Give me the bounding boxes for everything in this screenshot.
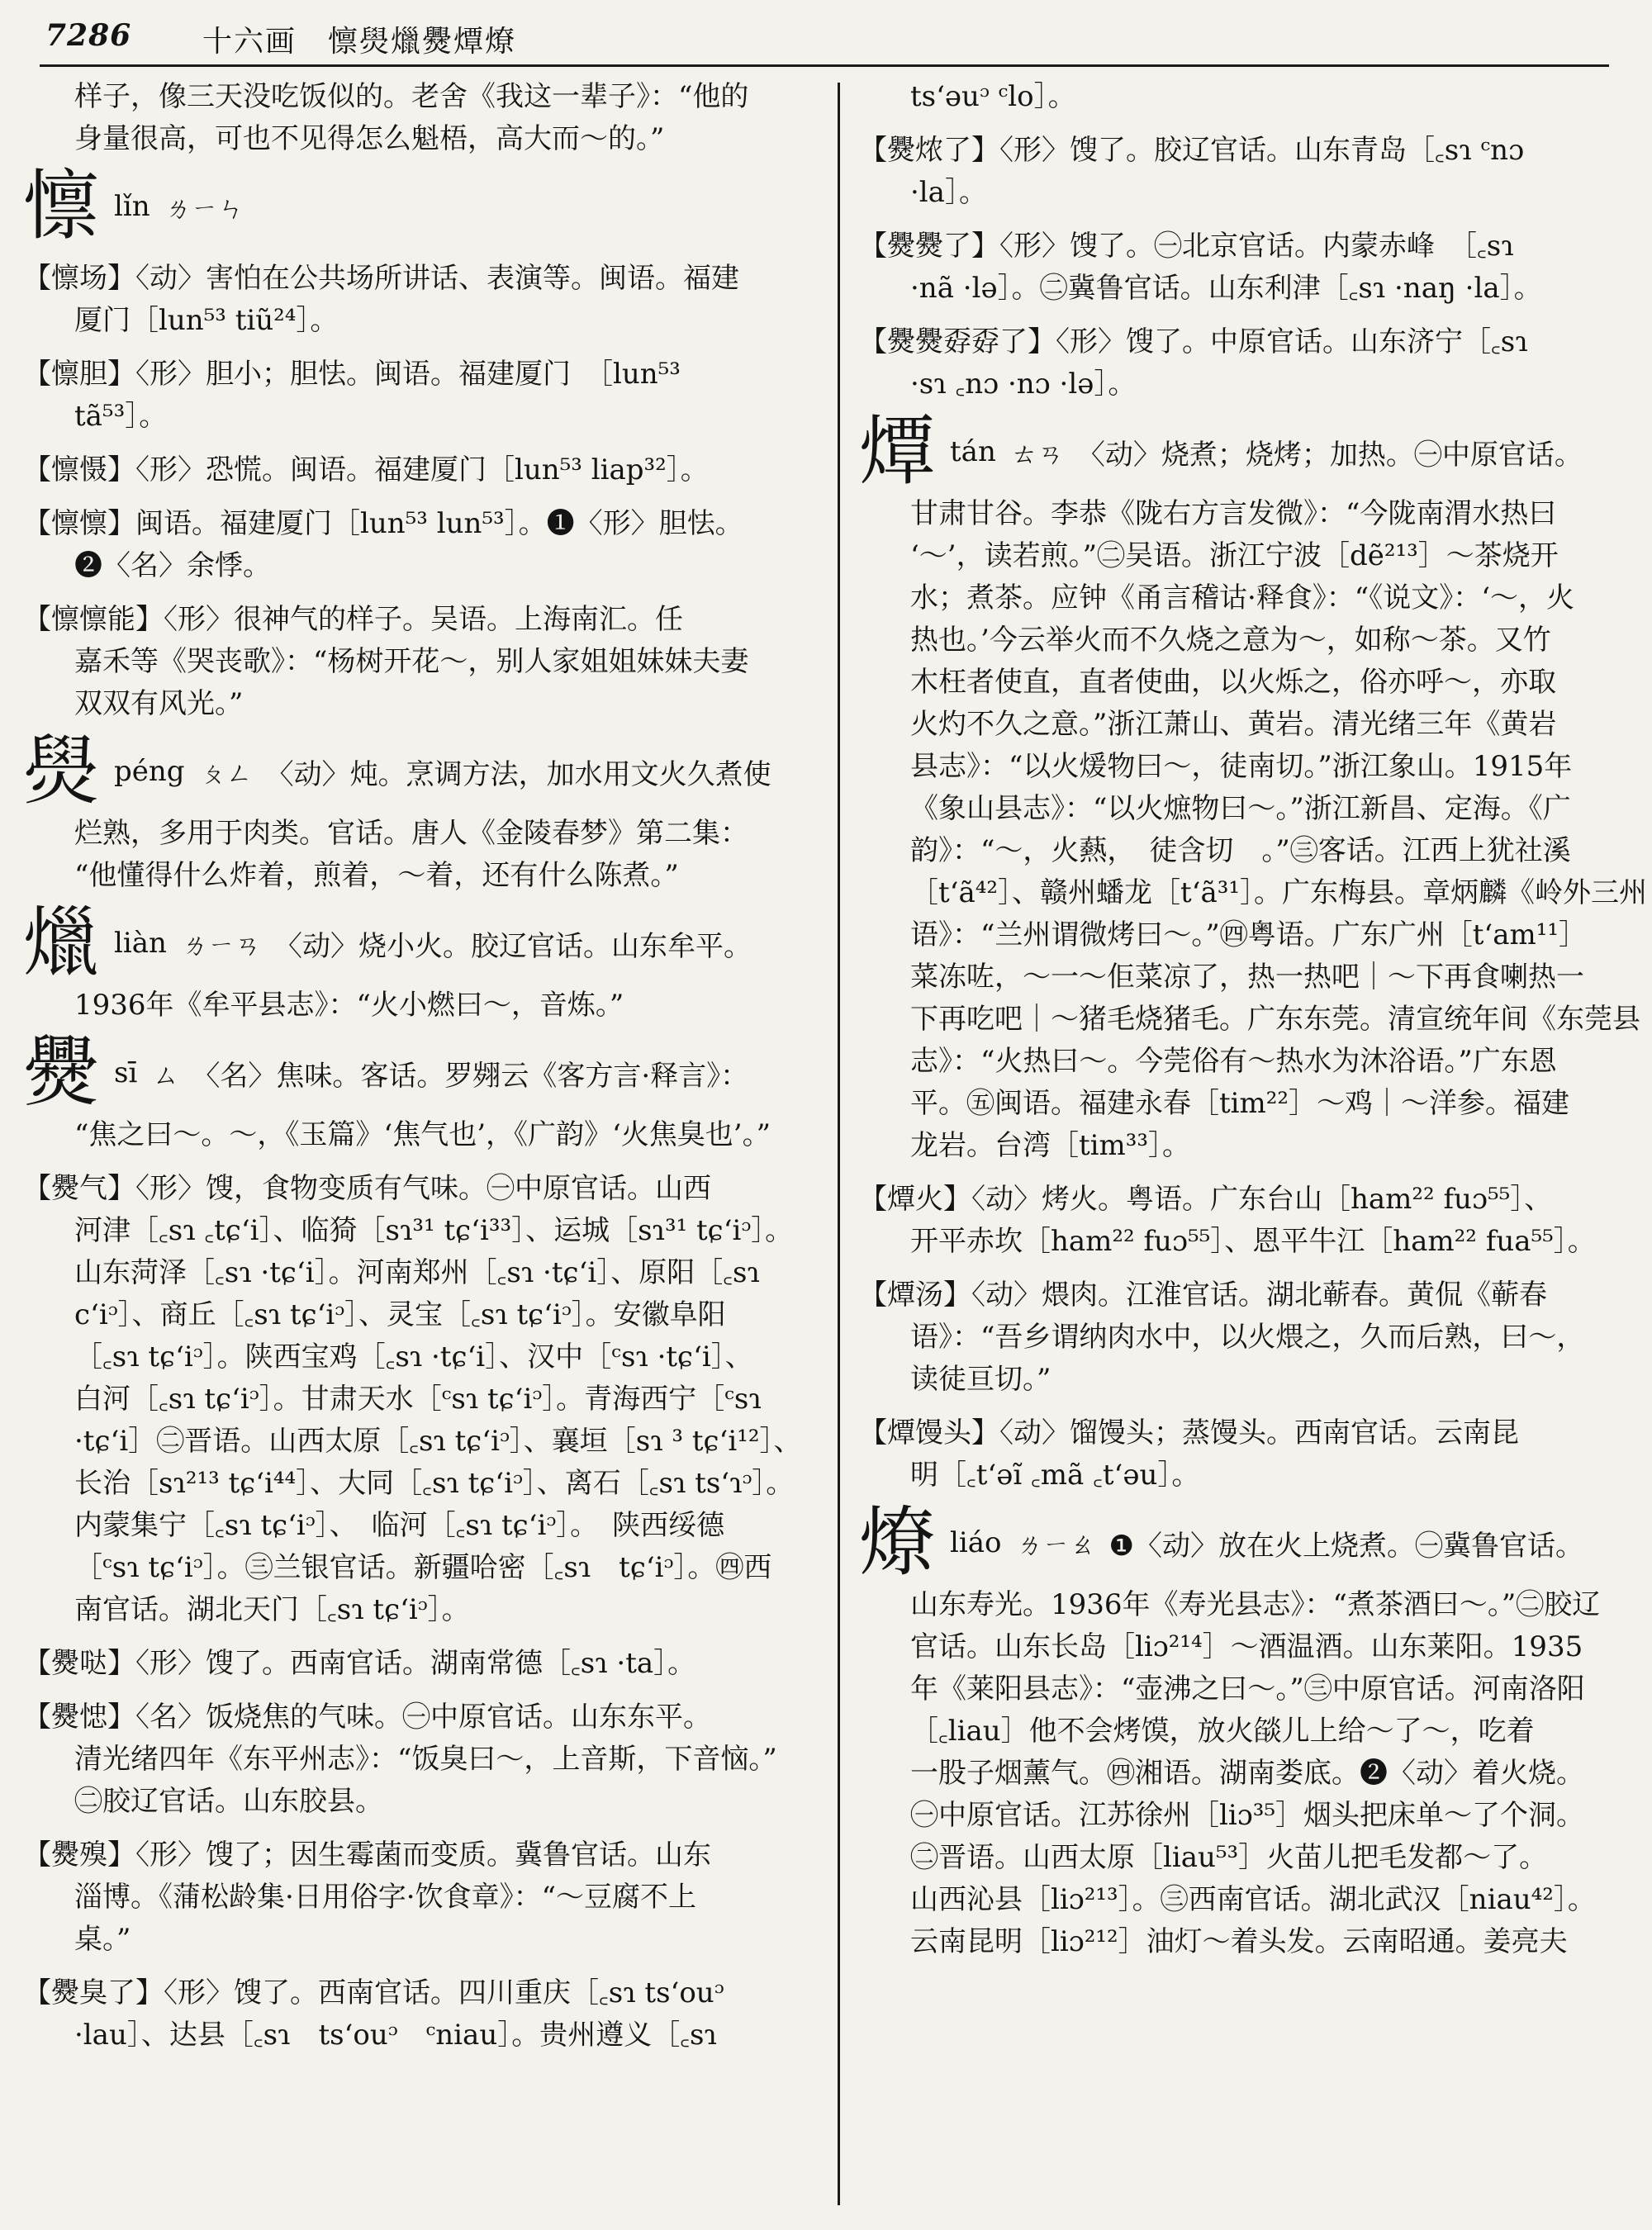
headword-char: 懔 [23,162,100,250]
entry-line: ·tɕʻi］㊁晋语。山西太原［꜀sɿ tɕʻiᵓ］、襄垣［sɿ ³ tɕʻi¹²］、 [74,1425,802,1458]
entry-line: 【㸑㥙】〈名〉饭烧焦的气味。㊀中原官话。山东东平。 [23,1701,711,1734]
entry-line: 【㸑哒】〈形〉馊了。西南官话。湖南常德［꜀sɿ ·ta］。 [23,1647,696,1680]
headword-liao [859,1498,1631,1587]
entry [23,1168,812,1631]
entry-line: cʻiᵓ］、商丘［꜀sɿ tɕʻiᵓ］、灵宝［꜀sɿ tɕʻiᵓ］。安徽阜阳 [74,1298,726,1331]
entry-line: 桌。” [74,1923,131,1956]
text-line: 县志》：“以火煖物曰～，徒南切。”浙江象山。1915年 [910,750,1573,783]
text-line: ㊁晋语。山西太原［liau⁵³］火苗儿把毛发都～了。 [910,1841,1548,1874]
entry-line: 白河［꜀sɿ tɕʻiᵓ］。甘肃天水［ᶜsɿ tɕʻiᵓ］。青海西宁［ᶜsɿ [74,1383,762,1416]
entry [23,503,812,587]
text-line: ［꜀liau］他不会烤馍，放火燄儿上给～了～，吃着 [910,1715,1535,1748]
headword-zhuyin: ㄌㄧㄣ [164,192,244,224]
entry-line: ·lau］、达县［꜀sɿ tsʻouᵓ ᶜniau］。贵州遵义［꜀sɿ [74,2019,717,2052]
entry [859,225,1631,310]
entry-line: 【懔懔】闽语。福建厦门［lun⁵³ lun⁵³］。❶〈形〉胆怯。 [23,507,743,540]
headword-definition: ❶〈动〉放在火上烧煮。㊀冀鲁官话。 [1108,1529,1584,1563]
column-divider [838,83,840,2205]
text-line: 龙岩。台湾［tim³³］。 [910,1129,1191,1162]
entry-line: 淄博。《蒲松龄集·日用俗字·饮食章》：“～豆腐不上 [74,1881,696,1914]
text-line: 山东寿光。1936年《寿光县志》：“煮茶酒曰～。”㊁胶辽 [910,1588,1601,1621]
headword-definition: 〈名〉焦味。客话。罗翙云《客方言·释言》： [192,1059,749,1093]
text-line: 下再吃吧｜～猪毛烧猪毛。广东东莞。清宣统年间《东莞县 [910,1003,1640,1036]
entry-line: 【燂汤】〈动〉煨肉。江淮官话。湖北蕲春。黄侃《蕲春 [859,1279,1547,1312]
text-line: tsʻəuᵓ ᶜlo］。 [910,80,1076,113]
entry [859,321,1631,406]
headword-pinyin: liáo [950,1526,1002,1559]
headword-definition: 〈动〉烧煮；烧烤；加热。㊀中原官话。 [1076,438,1583,472]
entry-line: 【㸑㸑孬孬了】〈形〉馊了。中原官话。山东济宁［꜀sɿ [859,325,1528,358]
text-line: 菜冻咗，～一～佢菜凉了，热一热吧｜～下再食喇热一 [910,961,1584,994]
entry [23,1696,812,1823]
entry-line: ㊁胶辽官话。山东胶县。 [74,1785,383,1818]
entry-line: 长治［sɿ²¹³ tɕʻi⁴⁴］、大同［꜀sɿ tɕʻiᵓ］、离石［꜀sɿ tsʻɿᵓ］。 [74,1467,795,1500]
text-line: 样子，像三天没吃饭似的。老舍《我这一辈子》：“他的 [74,80,749,113]
entry-line: 【㸑臭了】〈形〉馊了。西南官话。四川重庆［꜀sɿ tsʻouᵓ [23,1976,724,2009]
text-line: 水；煮茶。应钟《甬言稽诂·释食》：“《说文》：‘～，火 [910,581,1574,614]
text-line: 韵》：“～，火爇， 徒含切 。”㊂客话。江西上犹社溪 [910,834,1571,867]
entry-line: 【懔胆】〈形〉胆小；胆怯。闽语。福建厦门 ［lun⁵³ [23,358,681,391]
text-line: 平。㊄闽语。福建永春［tim²²］～鸡｜～洋参。福建 [910,1087,1570,1120]
entry-line: 明［꜀tʻəĩ ꜀mã ꜀tʻəu］。 [910,1459,1200,1492]
text-line: 一股子烟薰气。㊃湘语。湖南娄底。❷〈动〉着火烧。 [910,1757,1584,1790]
page-number: 7286 [45,18,132,53]
text-line: ㊀中原官话。江苏徐州［liɔ³⁵］烟头把床单～了个洞。 [910,1799,1585,1832]
headword-pinyin: liàn [114,927,167,960]
headword-char: 燢 [23,727,100,815]
entry-line: tã⁵³］。 [74,400,168,433]
headword-pinyin: sī [114,1056,138,1089]
text-line: 火灼不久之意。”浙江萧山、黄岩。清光绪三年《黄岩 [910,708,1557,741]
entry-line: ·la］。 [910,176,987,209]
left-column [23,76,812,2057]
entry-line: 【㸑殠】〈形〉馊了；因生霉菌而变质。冀鲁官话。山东 [23,1839,711,1872]
entry-line: 开平赤坎［ham²² fuɔ⁵⁵］、恩平牛江［ham²² fua⁵⁵］。 [910,1225,1596,1258]
entry-line: ❷〈名〉余悸。 [74,549,271,582]
entry-line: 山东菏泽［꜀sɿ ·tɕʻi］。河南郑州［꜀sɿ ·tɕʻi］、原阳［꜀sɿ [74,1256,760,1289]
text-line: 官话。山东长岛［liɔ²¹⁴］～酒温酒。山东莱阳。1935 [910,1630,1583,1663]
entry-line: 读徒亘切。” [910,1363,1051,1396]
entry-line: 双双有风光。” [74,687,244,720]
text-line: 身量很高，可也不见得怎么魁梧，高大而～的。” [74,122,665,155]
text-line: 热也。’今云举火而不久烧之意为～，如称～茶。又竹 [910,624,1551,657]
text-line: 云南昆明［liɔ²¹²］油灯～着头发。云南昭通。姜亮夫 [910,1925,1568,1958]
entry-line: 【懔懔能】〈形〉很神气的样子。吴语。上海南汇。任 [23,603,683,636]
page-header [45,18,1607,69]
headword-si [23,1028,812,1117]
text-line: 山西沁县［liɔ²¹³］。㊂西南官话。湖北武汉［niau⁴²］。 [910,1883,1596,1916]
text-line: “他懂得什么炸着，煎着，～着，还有什么陈煮。” [74,859,679,892]
headword-lian [23,899,812,987]
entry [859,1412,1631,1497]
entry-line: 语》：“吾乡谓纳肉水中，以火煨之，久而后熟，曰～， [910,1321,1585,1354]
running-title: 十六画 懔燢爉㸑燂燎 [202,25,517,59]
entry-line: 【㸑气】〈形〉馊，食物变质有气味。㊀中原官话。山西 [23,1172,711,1205]
entry [23,599,812,725]
text-line: 甘肃甘谷。李恭《陇右方言发微》：“今陇南渭水热曰 [910,497,1557,530]
text-line: 语》：“兰州谓微烤曰～。”㊃粤语。广东广州［tʻam¹¹］ [910,918,1588,951]
entry-line: 【懔场】〈动〉害怕在公共场所讲话、表演等。闽语。福建 [23,262,739,295]
text-line: 1936年《牟平县志》：“火小燃曰～，音炼。” [74,989,624,1022]
header-rule [40,64,1609,67]
entry-line: 【燂馒头】〈动〉馏馒头；蒸馒头。西南官话。云南昆 [859,1416,1519,1450]
entry [859,1274,1631,1401]
entry-line: 【燂火】〈动〉烤火。粤语。广东台山［ham²² fuɔ⁵⁵］、 [859,1183,1553,1216]
entry [859,130,1631,214]
entry [23,1834,812,1961]
text-line: 年《莱阳县志》：“壶沸之曰～。”㊂中原官话。河南洛阳 [910,1672,1585,1706]
entry-line: 【懔慑】〈形〉恐慌。闽语。福建厦门［lun⁵³ liap³²］。 [23,453,709,486]
right-column [859,76,1648,1963]
entry-line: 河津［꜀sɿ ꜀tɕʻi］、临猗［sɿ³¹ tɕʻi³³］、运城［sɿ³¹ tɕʻiᵓ］。 [74,1214,794,1247]
entry-line: ·sɿ ꜀nɔ ·nɔ ·lə］。 [910,368,1137,401]
headword-zhuyin: ㄙ [152,1059,179,1090]
headword-zhuyin: ㄌㄧㄠ [1016,1529,1096,1560]
entry-line: 内蒙集宁［꜀sɿ tɕʻiᵓ］、 临河［꜀sɿ tɕʻiᵓ］。 陕西绥德 [74,1509,725,1542]
headword-pinyin: lǐn [114,190,150,223]
headword-definition: 〈动〉炖。烹调方法，加水用文火久煮使 [265,757,771,791]
text-line: “焦之曰～。～，《玉篇》‘焦气也’，《广韵》‘火焦臭也’。” [74,1118,771,1151]
headword-char: 燎 [859,1498,936,1587]
entry-line: ·nã ·lə］。㊁冀鲁官话。山东利津［꜀sɿ ·naŋ ·la］。 [910,272,1542,305]
headword-char: 爉 [23,899,100,987]
headword-peng [23,727,812,815]
headword-zhuyin: ㄌㄧㄢ [181,929,261,961]
headword-lin [23,162,812,250]
entry-line: 嘉禾等《哭丧歌》：“杨树开花～，别人家姐姐妹妹夫妻 [74,645,749,678]
entry [23,1972,812,2057]
entry [23,449,812,491]
text-line: ‘～’，读若煎。”㊁吴语。浙江宁波［dẽ²¹³］～茶烧开 [910,539,1559,572]
headword-definition: 〈动〉烧小火。胶辽官话。山东牟平。 [273,929,752,963]
entry [23,353,812,438]
entry-line: ［ᶜsɿ tɕʻiᵓ］。㊂兰银官话。新疆哈密［꜀sɿ tɕʻiᵓ］。㊃西 [74,1551,772,1584]
continued-text [23,76,812,160]
headword-pinyin: tán [950,435,996,468]
text-line: 烂熟，多用于肉类。官话。唐人《金陵春梦》第二集： [74,817,748,850]
text-line: 《象山县志》：“以火熫物曰～。”浙江新昌、定海。《广 [910,792,1571,825]
entry [23,258,812,342]
text-line: ［tʻã⁴²］、赣州蟠龙［tʻã³¹］。广东梅县。章炳麟《岭外三州 [910,876,1648,909]
headword-pinyin: péng [114,755,185,788]
text-line: 木枉者使直，直者使曲，以火烁之，俗亦呼～，亦取 [910,666,1556,699]
headword-char: 㸑 [23,1028,100,1117]
entry-line: 清光绪四年《东平州志》：“饭臭曰～，上音斯，下音恼。” [74,1743,777,1776]
entry [859,1179,1631,1263]
headword-tan [859,407,1631,496]
entry-line: 厦门［lun⁵³ tiũ²⁴］。 [74,304,339,337]
entry-line: 【㸑㶶了】〈形〉馊了。胶辽官话。山东青岛［꜀sɿ ᶜnɔ [859,134,1525,167]
entry [23,1643,812,1685]
entry-line: 南官话。湖北天门［꜀sɿ tɕʻiᵓ］。 [74,1593,470,1626]
headword-zhuyin: ㄊㄢ [1010,438,1064,469]
headword-zhuyin: ㄆㄥ [199,757,253,789]
text-line: 志》：“火热曰～。今莞俗有～热水为沐浴语。”广东恩 [910,1045,1557,1078]
entry-line: ［꜀sɿ tɕʻiᵓ］。陕西宝鸡［꜀sɿ ·tɕʻi］、汉中［ᶜsɿ ·tɕʻi］、 [74,1340,753,1374]
entry-line: 【㸑㸑了】〈形〉馊了。㊀北京官话。内蒙赤峰 ［꜀sɿ [859,230,1514,263]
headword-char: 燂 [859,407,936,496]
